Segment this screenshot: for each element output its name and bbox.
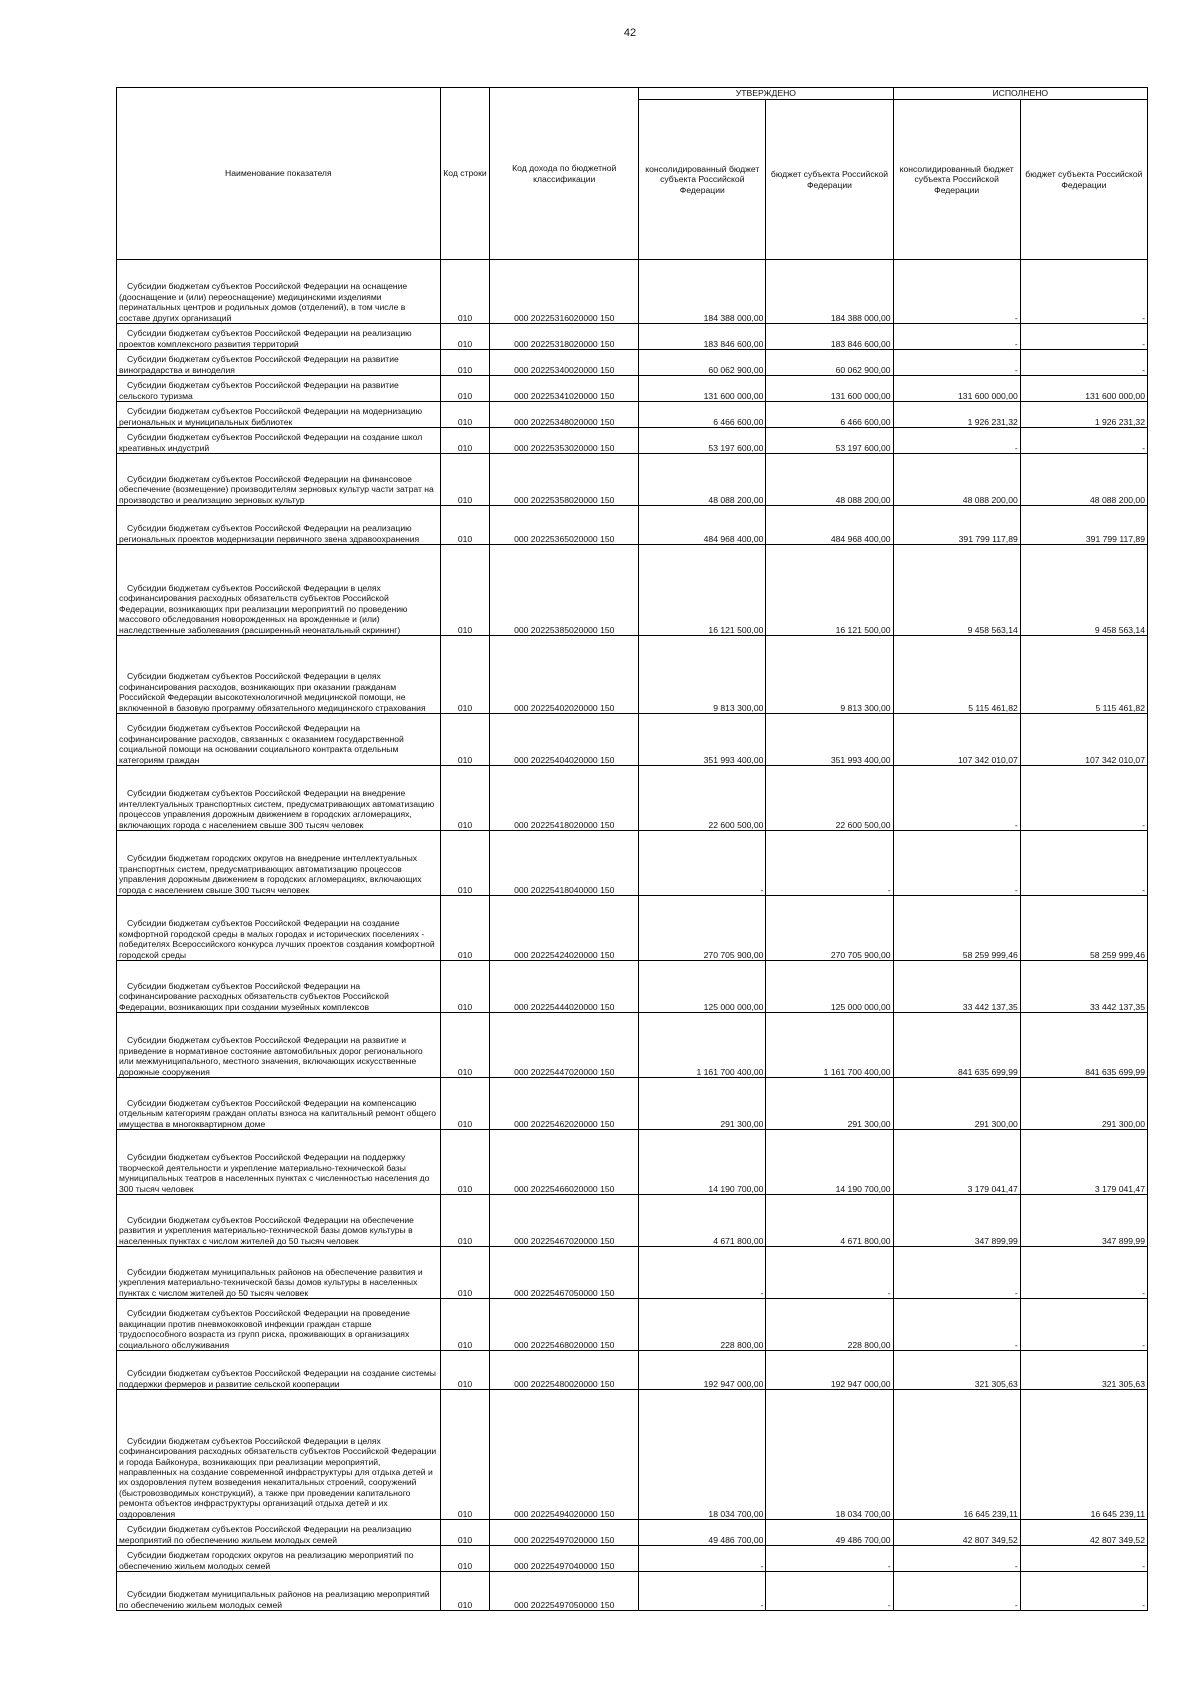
table-body	[117, 260, 1148, 1611]
table-row	[117, 260, 1148, 324]
row-approved-subject: 48 088 200,00	[766, 454, 893, 506]
row-executed-subject: 16 645 239,11	[1020, 1390, 1147, 1520]
row-approved-subject: 291 300,00	[766, 1078, 893, 1130]
row-name	[117, 831, 441, 896]
table-row	[117, 961, 1148, 1013]
row-executed-subject: 131 600 000,00	[1020, 376, 1147, 402]
table-header	[117, 88, 1148, 260]
row-line-code: 010	[440, 1390, 490, 1520]
row-approved-subject: 9 813 300,00	[766, 636, 893, 714]
row-executed-consolidated: -	[893, 1247, 1020, 1299]
header-executed: ИСПОЛНЕНО	[893, 88, 1147, 100]
row-name-text: Субсидии бюджетам субъектов Российской Федерации на модернизацию региональных и муниципальных библиотек	[119, 406, 423, 427]
row-approved-consolidated: 4 671 800,00	[639, 1195, 766, 1247]
row-executed-subject: -	[1020, 260, 1147, 324]
row-approved-subject: 6 466 600,00	[766, 402, 893, 428]
table-row	[117, 1078, 1148, 1130]
row-executed-subject: 3 179 041,47	[1020, 1130, 1147, 1195]
row-executed-subject: 391 799 117,89	[1020, 506, 1147, 545]
row-approved-consolidated: -	[639, 1572, 766, 1611]
row-executed-subject: 107 342 010,07	[1020, 714, 1147, 766]
row-line-code: 010	[440, 1013, 490, 1078]
row-name	[117, 1195, 441, 1247]
row-name	[117, 350, 441, 376]
row-approved-subject: 22 600 500,00	[766, 766, 893, 831]
row-executed-subject: 33 442 137,35	[1020, 961, 1147, 1013]
row-line-code: 010	[440, 1572, 490, 1611]
row-line-code: 010	[440, 506, 490, 545]
row-name-text: Субсидии бюджетам субъектов Российской Федерации на развитие сельского туризма	[119, 380, 399, 401]
row-approved-consolidated: 18 034 700,00	[639, 1390, 766, 1520]
row-approved-subject: 16 121 500,00	[766, 545, 893, 636]
row-executed-consolidated: -	[893, 1572, 1020, 1611]
row-name-text: Субсидии бюджетам субъектов Российской Федерации на создание системы поддержки фермеров и развитие сельской кооперации	[119, 1368, 436, 1389]
row-approved-subject: 4 671 800,00	[766, 1195, 893, 1247]
row-approved-subject: -	[766, 1247, 893, 1299]
row-income-code: 000 20225480020000 150	[490, 1351, 639, 1390]
row-approved-subject: 49 486 700,00	[766, 1520, 893, 1546]
row-name-text: Субсидии бюджетам субъектов Российской Федерации на проведение вакцинации против пневмококковой инфекции граждан старше трудоспособного возраста из групп риска, проживающих в организациях социального обслуживания	[119, 1308, 410, 1350]
row-approved-subject: -	[766, 831, 893, 896]
row-executed-subject: -	[1020, 324, 1147, 350]
row-line-code: 010	[440, 402, 490, 428]
row-line-code: 010	[440, 545, 490, 636]
table-row	[117, 831, 1148, 896]
row-approved-subject: 53 197 600,00	[766, 428, 893, 454]
row-name-text: Субсидии бюджетам субъектов Российской Федерации на развитие и приведение в нормативное состояние автомобильных дорог регионального или межмуниципального, местного значения, включающих искусственные дорожные сооружения	[119, 1035, 423, 1077]
row-executed-consolidated: 33 442 137,35	[893, 961, 1020, 1013]
row-name	[117, 1078, 441, 1130]
row-name	[117, 402, 441, 428]
row-line-code: 010	[440, 1546, 490, 1572]
row-line-code: 010	[440, 1520, 490, 1546]
row-executed-consolidated: 58 259 999,46	[893, 896, 1020, 961]
row-line-code: 010	[440, 896, 490, 961]
header-executed-subject: бюджет субъекта Российской Федерации	[1020, 100, 1147, 260]
row-name	[117, 376, 441, 402]
table-row	[117, 454, 1148, 506]
header-approved: УТВЕРЖДЕНО	[639, 88, 893, 100]
row-approved-consolidated: 49 486 700,00	[639, 1520, 766, 1546]
row-name-text: Субсидии бюджетам субъектов Российской Федерации на софинансирование расходных обязательств субъектов Российской Федерации, возникающих при создании музейных комплексов	[119, 980, 389, 1012]
row-approved-subject: 192 947 000,00	[766, 1351, 893, 1390]
row-income-code: 000 20225340020000 150	[490, 350, 639, 376]
table-row	[117, 324, 1148, 350]
row-name	[117, 714, 441, 766]
row-approved-consolidated: 125 000 000,00	[639, 961, 766, 1013]
row-executed-subject: 48 088 200,00	[1020, 454, 1147, 506]
row-line-code: 010	[440, 1247, 490, 1299]
row-income-code: 000 20225341020000 150	[490, 376, 639, 402]
row-name-text: Субсидии бюджетам субъектов Российской Федерации на реализацию региональных проектов модернизации первичного звена здравоохранения	[119, 523, 420, 544]
table-row	[117, 545, 1148, 636]
row-income-code: 000 20225316020000 150	[490, 260, 639, 324]
table-row	[117, 1130, 1148, 1195]
row-name	[117, 766, 441, 831]
row-executed-consolidated: 841 635 699,99	[893, 1013, 1020, 1078]
row-line-code: 010	[440, 260, 490, 324]
row-approved-subject: 125 000 000,00	[766, 961, 893, 1013]
row-name-text: Субсидии бюджетам субъектов Российской Федерации на оснащение (дооснащение и (или) переоснащение) медицинскими изделиями перинатальных центров и родильных домов (отделений), в том числе в составе других организаций	[119, 281, 408, 323]
row-income-code: 000 20225353020000 150	[490, 428, 639, 454]
row-name-text: Субсидии бюджетам муниципальных районов на обеспечение развития и укрепления материально-технической базы домов культуры в населенных пунктах с числом жителей до 50 тысяч человек	[119, 1266, 423, 1298]
row-approved-subject: 14 190 700,00	[766, 1130, 893, 1195]
row-executed-consolidated: 16 645 239,11	[893, 1390, 1020, 1520]
table-row	[117, 1390, 1148, 1520]
row-executed-consolidated: 48 088 200,00	[893, 454, 1020, 506]
table-row	[117, 376, 1148, 402]
row-name-text: Субсидии бюджетам муниципальных районов на реализацию мероприятий по обеспечению жильем молодых семей	[119, 1589, 430, 1610]
row-executed-consolidated: -	[893, 324, 1020, 350]
row-approved-subject: 351 993 400,00	[766, 714, 893, 766]
row-approved-consolidated: 192 947 000,00	[639, 1351, 766, 1390]
table-row	[117, 766, 1148, 831]
row-approved-subject: -	[766, 1572, 893, 1611]
row-executed-consolidated: 42 807 349,52	[893, 1520, 1020, 1546]
row-name-text: Субсидии бюджетам субъектов Российской Федерации в целях софинансирования расходов, возникающих при оказании гражданам Российской Федерации высокотехнологичной медицинской помощи, не включенной в базовую программу обязательного медицинского страхования	[119, 671, 426, 713]
row-approved-subject: 131 600 000,00	[766, 376, 893, 402]
row-approved-consolidated: 228 800,00	[639, 1299, 766, 1351]
row-approved-consolidated: 484 968 400,00	[639, 506, 766, 545]
row-line-code: 010	[440, 350, 490, 376]
table-row	[117, 1546, 1148, 1572]
row-executed-consolidated: -	[893, 428, 1020, 454]
row-approved-consolidated: 291 300,00	[639, 1078, 766, 1130]
row-income-code: 000 20225358020000 150	[490, 454, 639, 506]
row-name	[117, 1572, 441, 1611]
row-name	[117, 1546, 441, 1572]
row-name-text: Субсидии бюджетам субъектов Российской Федерации на финансовое обеспечение (возмещение) производителям зерновых культур части затрат на производство и реализацию зерновых культур	[119, 473, 434, 505]
row-executed-subject: -	[1020, 1546, 1147, 1572]
row-name	[117, 896, 441, 961]
table-row	[117, 896, 1148, 961]
row-income-code: 000 20225497050000 150	[490, 1572, 639, 1611]
row-line-code: 010	[440, 1195, 490, 1247]
row-name	[117, 1247, 441, 1299]
row-line-code: 010	[440, 1351, 490, 1390]
row-approved-consolidated: 270 705 900,00	[639, 896, 766, 961]
row-approved-consolidated: 14 190 700,00	[639, 1130, 766, 1195]
row-approved-consolidated: 351 993 400,00	[639, 714, 766, 766]
row-income-code: 000 20225404020000 150	[490, 714, 639, 766]
row-name	[117, 545, 441, 636]
row-line-code: 010	[440, 766, 490, 831]
header-income-code: Код дохода по бюджетной классификации	[490, 88, 639, 260]
row-approved-consolidated: 183 846 600,00	[639, 324, 766, 350]
page-number: 42	[623, 27, 637, 39]
row-approved-consolidated: 53 197 600,00	[639, 428, 766, 454]
row-line-code: 010	[440, 636, 490, 714]
header-name: Наименование показателя	[117, 88, 441, 260]
row-executed-subject: -	[1020, 1572, 1147, 1611]
row-executed-subject: -	[1020, 766, 1147, 831]
row-name-text: Субсидии бюджетам городских округов на реализацию мероприятий по обеспечению жильем молодых семей	[119, 1550, 414, 1571]
row-line-code: 010	[440, 1130, 490, 1195]
row-approved-subject: 183 846 600,00	[766, 324, 893, 350]
row-income-code: 000 20225497040000 150	[490, 1546, 639, 1572]
table-row	[117, 506, 1148, 545]
row-executed-subject: 5 115 461,82	[1020, 636, 1147, 714]
row-name	[117, 636, 441, 714]
row-income-code: 000 20225418020000 150	[490, 766, 639, 831]
row-approved-subject: 18 034 700,00	[766, 1390, 893, 1520]
row-executed-subject: 347 899,99	[1020, 1195, 1147, 1247]
row-name	[117, 324, 441, 350]
row-approved-subject: 184 388 000,00	[766, 260, 893, 324]
row-executed-subject: 58 259 999,46	[1020, 896, 1147, 961]
row-name	[117, 1351, 441, 1390]
row-line-code: 010	[440, 376, 490, 402]
row-income-code: 000 20225318020000 150	[490, 324, 639, 350]
row-income-code: 000 20225348020000 150	[490, 402, 639, 428]
row-executed-subject: -	[1020, 428, 1147, 454]
table-row	[117, 714, 1148, 766]
row-approved-subject: 270 705 900,00	[766, 896, 893, 961]
row-name	[117, 1299, 441, 1351]
row-approved-consolidated: 131 600 000,00	[639, 376, 766, 402]
row-executed-consolidated: 9 458 563,14	[893, 545, 1020, 636]
row-name	[117, 1520, 441, 1546]
row-name-text: Субсидии бюджетам субъектов Российской Федерации на реализацию проектов комплексного развития территорий	[119, 328, 412, 349]
table-row	[117, 636, 1148, 714]
row-approved-consolidated: 6 466 600,00	[639, 402, 766, 428]
row-income-code: 000 20225462020000 150	[490, 1078, 639, 1130]
table-row	[117, 1013, 1148, 1078]
row-executed-consolidated: 347 899,99	[893, 1195, 1020, 1247]
row-approved-consolidated: 184 388 000,00	[639, 260, 766, 324]
row-name-text: Субсидии бюджетам субъектов Российской Федерации в целях софинансирования расходных обязательств субъектов Российской Федерации и города Байконура, возникающих при реализации мероприятий, направленных на создание современной инфраструктуры для отдыха детей и их оздоровления путем возведения некапитальных строений, сооружений (быстровозводимых конструкций), а также при проведении капитального ремонта объектов инфраструктуры организаций отдыха детей и их оздоровления	[119, 1435, 437, 1519]
row-approved-consolidated: 22 600 500,00	[639, 766, 766, 831]
row-name-text: Субсидии бюджетам субъектов Российской Федерации на поддержку творческой деятельности и укрепление материально-технической базы муниципальных театров в населенных пунктах с численностью населения до 300 тысяч человек	[119, 1152, 430, 1194]
row-executed-subject: 1 926 231,32	[1020, 402, 1147, 428]
row-name-text: Субсидии бюджетам субъектов Российской Федерации на создание школ креативных индустрий	[119, 432, 423, 453]
row-income-code: 000 20225466020000 150	[490, 1130, 639, 1195]
row-executed-consolidated: -	[893, 350, 1020, 376]
row-approved-subject: 484 968 400,00	[766, 506, 893, 545]
row-income-code: 000 20225467050000 150	[490, 1247, 639, 1299]
row-name	[117, 506, 441, 545]
row-name-text: Субсидии бюджетам субъектов Российской Федерации на внедрение интеллектуальных транспортных систем, предусматривающих автоматизацию процессов управления дорожным движением в городских агломерациях, включающих города с населением свыше 300 тысяч человек	[119, 788, 435, 830]
row-name	[117, 260, 441, 324]
row-line-code: 010	[440, 1078, 490, 1130]
row-approved-consolidated: 9 813 300,00	[639, 636, 766, 714]
row-executed-consolidated: 321 305,63	[893, 1351, 1020, 1390]
row-name-text: Субсидии бюджетам субъектов Российской Федерации на софинансирование расходов, связанных с оказанием государственной социальной помощи на основании социального контракта отдельным категориям граждан	[119, 723, 404, 765]
row-approved-consolidated: -	[639, 1546, 766, 1572]
row-executed-subject: 291 300,00	[1020, 1078, 1147, 1130]
row-approved-subject: 1 161 700 400,00	[766, 1013, 893, 1078]
row-name	[117, 1390, 441, 1520]
row-executed-consolidated: 291 300,00	[893, 1078, 1020, 1130]
row-name-text: Субсидии бюджетам городских округов на внедрение интеллектуальных транспортных систем, предусматривающих автоматизацию процессов управления дорожным движением в городских агломерациях, включающих города с населением свыше 300 тысяч человек	[119, 853, 422, 895]
row-executed-consolidated: 391 799 117,89	[893, 506, 1020, 545]
row-name	[117, 454, 441, 506]
row-executed-subject: 841 635 699,99	[1020, 1013, 1147, 1078]
table-row	[117, 1299, 1148, 1351]
row-line-code: 010	[440, 428, 490, 454]
row-name-text: Субсидии бюджетам субъектов Российской Федерации на компенсацию отдельным категориям граждан оплаты взноса на капитальный ремонт общего имущества в многоквартирном доме	[119, 1097, 436, 1129]
row-line-code: 010	[440, 1299, 490, 1351]
row-name-text: Субсидии бюджетам субъектов Российской Федерации на развитие виноградарства и виноделия	[119, 354, 399, 375]
row-executed-consolidated: -	[893, 1546, 1020, 1572]
table-row	[117, 428, 1148, 454]
row-approved-consolidated: 48 088 200,00	[639, 454, 766, 506]
row-approved-subject: 60 062 900,00	[766, 350, 893, 376]
row-name-text: Субсидии бюджетам субъектов Российской Федерации на реализацию мероприятий по обеспечению жильем молодых семей	[119, 1524, 412, 1545]
row-approved-consolidated: -	[639, 1247, 766, 1299]
row-income-code: 000 20225497020000 150	[490, 1520, 639, 1546]
row-executed-subject: 9 458 563,14	[1020, 545, 1147, 636]
table-row	[117, 1572, 1148, 1611]
row-line-code: 010	[440, 961, 490, 1013]
table-row	[117, 402, 1148, 428]
header-approved-consolidated: консолидированный бюджет субъекта Российской Федерации	[639, 100, 766, 260]
row-executed-consolidated: 1 926 231,32	[893, 402, 1020, 428]
row-executed-subject: -	[1020, 1247, 1147, 1299]
row-income-code: 000 20225447020000 150	[490, 1013, 639, 1078]
row-executed-consolidated: 3 179 041,47	[893, 1130, 1020, 1195]
row-executed-subject: -	[1020, 350, 1147, 376]
row-name	[117, 961, 441, 1013]
row-name-text: Субсидии бюджетам субъектов Российской Федерации на создание комфортной городской среды в малых городах и исторических поселениях - победителях Всероссийского конкурса лучших проектов создания комфортной городской среды	[119, 918, 435, 960]
row-approved-subject: 228 800,00	[766, 1299, 893, 1351]
row-executed-subject: 321 305,63	[1020, 1351, 1147, 1390]
row-executed-subject: -	[1020, 831, 1147, 896]
row-income-code: 000 20225467020000 150	[490, 1195, 639, 1247]
row-executed-consolidated: -	[893, 1299, 1020, 1351]
row-line-code: 010	[440, 324, 490, 350]
row-name	[117, 1013, 441, 1078]
row-executed-consolidated: -	[893, 831, 1020, 896]
row-line-code: 010	[440, 831, 490, 896]
row-income-code: 000 20225444020000 150	[490, 961, 639, 1013]
header-line-code: Код строки	[440, 88, 490, 260]
row-name	[117, 428, 441, 454]
row-name-text: Субсидии бюджетам субъектов Российской Федерации в целях софинансирования расходных обязательств субъектов Российской Федерации, возникающих при реализации мероприятий по проведению массового обследования новорожденных на врожденные и (или) наследственные заболевания (расширенный неонатальный скрининг)	[119, 582, 408, 635]
row-executed-consolidated: 5 115 461,82	[893, 636, 1020, 714]
header-approved-subject: бюджет субъекта Российской Федерации	[766, 100, 893, 260]
row-approved-subject: -	[766, 1546, 893, 1572]
row-executed-subject: 42 807 349,52	[1020, 1520, 1147, 1546]
row-approved-consolidated: 1 161 700 400,00	[639, 1013, 766, 1078]
row-income-code: 000 20225468020000 150	[490, 1299, 639, 1351]
report-table	[116, 87, 1148, 1611]
row-approved-consolidated: -	[639, 831, 766, 896]
row-income-code: 000 20225494020000 150	[490, 1390, 639, 1520]
row-name-text: Субсидии бюджетам субъектов Российской Федерации на обеспечение развития и укрепления материально-технической базы домов культуры в населенных пунктах с числом жителей до 50 тысяч человек	[119, 1214, 414, 1246]
row-income-code: 000 20225402020000 150	[490, 636, 639, 714]
table-row	[117, 1195, 1148, 1247]
row-executed-consolidated: -	[893, 260, 1020, 324]
row-approved-consolidated: 16 121 500,00	[639, 545, 766, 636]
table-row	[117, 350, 1148, 376]
table-row	[117, 1351, 1148, 1390]
table-row	[117, 1520, 1148, 1546]
row-income-code: 000 20225385020000 150	[490, 545, 639, 636]
table-row	[117, 1247, 1148, 1299]
row-executed-subject: -	[1020, 1299, 1147, 1351]
row-line-code: 010	[440, 714, 490, 766]
row-executed-consolidated: 107 342 010,07	[893, 714, 1020, 766]
row-approved-consolidated: 60 062 900,00	[639, 350, 766, 376]
row-income-code: 000 20225418040000 150	[490, 831, 639, 896]
row-income-code: 000 20225365020000 150	[490, 506, 639, 545]
row-executed-consolidated: 131 600 000,00	[893, 376, 1020, 402]
row-income-code: 000 20225424020000 150	[490, 896, 639, 961]
header-executed-consolidated: консолидированный бюджет субъекта Российской Федерации	[893, 100, 1020, 260]
row-executed-consolidated: -	[893, 766, 1020, 831]
row-line-code: 010	[440, 454, 490, 506]
row-name	[117, 1130, 441, 1195]
